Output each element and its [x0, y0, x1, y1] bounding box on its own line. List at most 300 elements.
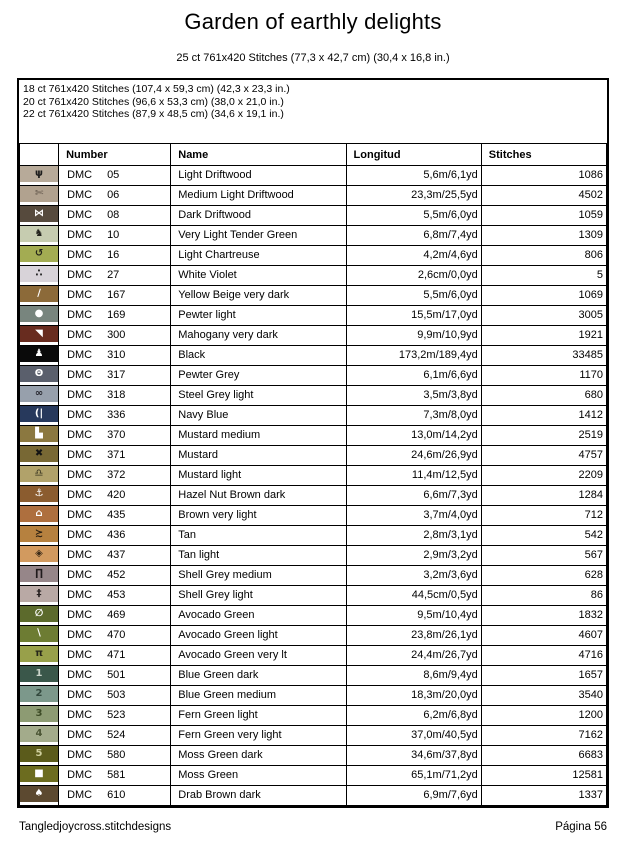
stitch-count-cell: 1412 — [481, 406, 606, 426]
stitch-symbol-icon: ● — [34, 308, 44, 319]
number-cell — [59, 786, 171, 806]
stitch-symbol-icon: ⋈ — [34, 208, 45, 219]
length-cell: 173,2m/189,4yd — [346, 346, 481, 366]
stitch-symbol-icon: ∏ — [35, 568, 43, 579]
color-name-cell: Pewter light — [171, 306, 346, 326]
color-name-cell: Hazel Nut Brown dark — [171, 486, 346, 506]
color-name-cell: Fern Green light — [171, 706, 346, 726]
table-row — [20, 226, 607, 246]
color-name-cell: Fern Green very light — [171, 726, 346, 746]
stitch-count-cell: 1284 — [481, 486, 606, 506]
table-row — [20, 466, 607, 486]
color-swatch — [20, 746, 58, 762]
brand-label: DMC — [67, 329, 93, 341]
stitch-symbol-icon: ✄ — [34, 188, 44, 199]
fabric-count-info-box — [19, 80, 607, 143]
length-cell: 5,5m/6,0yd — [346, 206, 481, 226]
swatch-cell — [20, 686, 59, 706]
color-swatch — [20, 786, 58, 802]
stitch-count-cell: 1059 — [481, 206, 606, 226]
table-row — [20, 426, 607, 446]
code-label: 317 — [107, 369, 126, 381]
color-swatch — [20, 286, 58, 302]
length-cell: 9,9m/10,9yd — [346, 326, 481, 346]
table-row — [20, 726, 607, 746]
color-swatch — [20, 586, 58, 602]
stitch-symbol-icon: ■ — [34, 768, 44, 779]
code-label: 336 — [107, 409, 126, 421]
number-cell — [59, 566, 171, 586]
code-label: 420 — [107, 489, 126, 501]
swatch-cell — [20, 186, 59, 206]
stitch-count-cell: 567 — [481, 546, 606, 566]
table-row — [20, 406, 607, 426]
swatch-column-header — [20, 144, 59, 166]
color-swatch — [20, 546, 58, 562]
stitch-symbol-icon: ◈ — [35, 548, 43, 559]
stitch-symbol-icon: Θ — [34, 368, 44, 379]
length-cell: 15,5m/17,0yd — [346, 306, 481, 326]
table-row — [20, 746, 607, 766]
brand-label: DMC — [67, 269, 93, 281]
stitch-count-cell: 12581 — [481, 766, 606, 786]
length-cell: 6,8m/7,4yd — [346, 226, 481, 246]
page-footer — [19, 821, 607, 833]
code-label: 523 — [107, 709, 126, 721]
swatch-cell — [20, 726, 59, 746]
swatch-cell — [20, 646, 59, 666]
swatch-cell — [20, 366, 59, 386]
color-swatch — [20, 426, 58, 442]
stitch-symbol-icon: ⚓ — [34, 488, 44, 499]
color-name-cell: Avocado Green very lt — [171, 646, 346, 666]
stitch-count-cell: 1309 — [481, 226, 606, 246]
brand-label: DMC — [67, 169, 93, 181]
table-row — [20, 326, 607, 346]
fabric-count-line: 22 ct 761x420 Stitches (87,9 x 48,5 cm) (34,6 x 19,1 in.) — [23, 108, 284, 120]
length-cell: 3,7m/4,0yd — [346, 506, 481, 526]
brand-label: DMC — [67, 469, 93, 481]
swatch-cell — [20, 746, 59, 766]
pattern-legend-sheet — [17, 78, 609, 808]
fabric-count-line: 18 ct 761x420 Stitches (107,4 x 59,3 cm) (42,3 x 23,3 in.) — [23, 83, 290, 95]
brand-label: DMC — [67, 429, 93, 441]
table-row — [20, 526, 607, 546]
color-name-cell: Brown very light — [171, 506, 346, 526]
stitch-count-cell: 680 — [481, 386, 606, 406]
stitch-count-cell: 1921 — [481, 326, 606, 346]
length-cell: 6,2m/6,8yd — [346, 706, 481, 726]
color-name-cell: Tan light — [171, 546, 346, 566]
color-name-cell: Mustard — [171, 446, 346, 466]
number-cell — [59, 306, 171, 326]
stitch-symbol-icon: (| — [34, 408, 44, 419]
brand-label: DMC — [67, 369, 93, 381]
number-cell — [59, 706, 171, 726]
table-row — [20, 246, 607, 266]
brand-label: DMC — [67, 189, 93, 201]
brand-label: DMC — [67, 489, 93, 501]
length-cell: 34,6m/37,8yd — [346, 746, 481, 766]
swatch-cell — [20, 666, 59, 686]
swatch-cell — [20, 386, 59, 406]
length-cell: 24,4m/26,7yd — [346, 646, 481, 666]
stitch-symbol-icon: 3 — [35, 708, 43, 719]
stitch-symbol-icon: ♟ — [34, 348, 44, 359]
color-swatch — [20, 686, 58, 702]
color-swatch — [20, 386, 58, 402]
length-cell: 23,8m/26,1yd — [346, 626, 481, 646]
length-cell: 6,1m/6,6yd — [346, 366, 481, 386]
table-row — [20, 286, 607, 306]
color-name-cell: Moss Green dark — [171, 746, 346, 766]
color-name-cell: Drab Brown dark — [171, 786, 346, 806]
swatch-cell — [20, 406, 59, 426]
brand-label: DMC — [67, 549, 93, 561]
brand-label: DMC — [67, 349, 93, 361]
number-cell — [59, 546, 171, 566]
table-row — [20, 206, 607, 226]
length-cell: 2,6cm/0,0yd — [346, 266, 481, 286]
stitch-symbol-icon: ♞ — [34, 228, 44, 239]
code-label: 581 — [107, 769, 126, 781]
length-cell: 18,3m/20,0yd — [346, 686, 481, 706]
brand-label: DMC — [67, 709, 93, 721]
table-row — [20, 646, 607, 666]
number-cell — [59, 486, 171, 506]
color-swatch — [20, 226, 58, 242]
color-name-cell: Steel Grey light — [171, 386, 346, 406]
swatch-cell — [20, 526, 59, 546]
color-swatch — [20, 446, 58, 462]
table-row — [20, 686, 607, 706]
stitch-count-cell: 6683 — [481, 746, 606, 766]
number-cell — [59, 386, 171, 406]
stitch-symbol-icon: ✖ — [34, 448, 44, 459]
color-swatch — [20, 266, 58, 282]
stitch-count-cell: 7162 — [481, 726, 606, 746]
stitch-count-cell: 4716 — [481, 646, 606, 666]
stitch-count-cell: 4502 — [481, 186, 606, 206]
length-cell: 6,6m/7,3yd — [346, 486, 481, 506]
length-cell: 5,6m/6,1yd — [346, 166, 481, 186]
code-label: 501 — [107, 669, 126, 681]
length-cell: 44,5cm/0,5yd — [346, 586, 481, 606]
number-cell — [59, 206, 171, 226]
table-row — [20, 266, 607, 286]
swatch-cell — [20, 566, 59, 586]
color-name-cell: Dark Driftwood — [171, 206, 346, 226]
code-label: 167 — [107, 289, 126, 301]
swatch-cell — [20, 786, 59, 806]
color-name-cell: Pewter Grey — [171, 366, 346, 386]
swatch-cell — [20, 506, 59, 526]
number-cell — [59, 606, 171, 626]
number-cell — [59, 506, 171, 526]
color-name-cell: Tan — [171, 526, 346, 546]
page-number: Página 56 — [555, 821, 607, 833]
stitch-symbol-icon: ∖ — [35, 628, 43, 639]
code-label: 470 — [107, 629, 126, 641]
code-label: 10 — [107, 229, 120, 241]
code-label: 371 — [107, 449, 126, 461]
swatch-cell — [20, 246, 59, 266]
color-swatch — [20, 706, 58, 722]
color-name-cell: Shell Grey light — [171, 586, 346, 606]
swatch-cell — [20, 226, 59, 246]
brand-label: DMC — [67, 409, 93, 421]
thread-legend-table — [19, 143, 607, 806]
brand-label: DMC — [67, 509, 93, 521]
stitch-symbol-icon: ◥ — [35, 328, 43, 339]
stitch-count-cell: 2519 — [481, 426, 606, 446]
length-cell: 65,1m/71,2yd — [346, 766, 481, 786]
number-cell — [59, 766, 171, 786]
table-row — [20, 446, 607, 466]
stitch-symbol-icon: ♎ — [34, 468, 44, 479]
table-row — [20, 706, 607, 726]
color-swatch — [20, 666, 58, 682]
stitch-count-cell: 1657 — [481, 666, 606, 686]
color-name-cell: Light Chartreuse — [171, 246, 346, 266]
table-row — [20, 626, 607, 646]
length-cell: 13,0m/14,2yd — [346, 426, 481, 446]
stitch-symbol-icon: ∅ — [34, 608, 44, 619]
length-cell: 2,9m/3,2yd — [346, 546, 481, 566]
stitch-symbol-icon: 1 — [35, 668, 43, 679]
legend-table-body — [20, 166, 607, 806]
code-label: 318 — [107, 389, 126, 401]
color-swatch — [20, 306, 58, 322]
color-name-cell: Blue Green dark — [171, 666, 346, 686]
brand-label: DMC — [67, 309, 93, 321]
number-cell — [59, 726, 171, 746]
stitch-count-cell: 1832 — [481, 606, 606, 626]
brand-label: DMC — [67, 609, 93, 621]
number-cell — [59, 466, 171, 486]
color-name-cell: Mustard light — [171, 466, 346, 486]
color-name-cell: Very Light Tender Green — [171, 226, 346, 246]
code-label: 580 — [107, 749, 126, 761]
table-row — [20, 546, 607, 566]
table-row — [20, 786, 607, 806]
stitch-symbol-icon: ψ — [35, 168, 43, 179]
stitch-symbol-icon: ⌂ — [35, 508, 43, 519]
code-label: 610 — [107, 789, 126, 801]
length-cell: 5,5m/6,0yd — [346, 286, 481, 306]
color-swatch — [20, 606, 58, 622]
swatch-cell — [20, 426, 59, 446]
stitch-symbol-icon: ▙ — [35, 428, 43, 439]
code-label: 437 — [107, 549, 126, 561]
color-name-cell: Navy Blue — [171, 406, 346, 426]
code-label: 524 — [107, 729, 126, 741]
color-name-cell: Mahogany very dark — [171, 326, 346, 346]
code-label: 370 — [107, 429, 126, 441]
table-row — [20, 566, 607, 586]
code-label: 300 — [107, 329, 126, 341]
color-swatch — [20, 326, 58, 342]
length-cell: 37,0m/40,5yd — [346, 726, 481, 746]
color-name-cell: Black — [171, 346, 346, 366]
length-cell: 11,4m/12,5yd — [346, 466, 481, 486]
pattern-size-subtitle: 25 ct 761x420 Stitches (77,3 x 42,7 cm) (30,4 x 16,8 in.) — [176, 52, 450, 64]
swatch-cell — [20, 486, 59, 506]
color-name-cell: Blue Green medium — [171, 686, 346, 706]
stitch-symbol-icon: ♠ — [34, 788, 44, 799]
number-cell — [59, 426, 171, 446]
stitch-symbol-icon: 2 — [35, 688, 43, 699]
number-cell — [59, 626, 171, 646]
swatch-cell — [20, 586, 59, 606]
longitud-column-header: Longitud — [346, 144, 481, 166]
stitch-count-cell: 1170 — [481, 366, 606, 386]
color-name-cell: Moss Green — [171, 766, 346, 786]
brand-label: DMC — [67, 629, 93, 641]
color-name-cell: Avocado Green — [171, 606, 346, 626]
brand-label: DMC — [67, 529, 93, 541]
stitch-symbol-icon: ∕ — [37, 288, 41, 299]
color-swatch — [20, 366, 58, 382]
brand-label: DMC — [67, 389, 93, 401]
color-swatch — [20, 186, 58, 202]
brand-label: DMC — [67, 569, 93, 581]
stitch-symbol-icon: ∴ — [35, 268, 43, 279]
code-label: 08 — [107, 209, 120, 221]
swatch-cell — [20, 286, 59, 306]
color-name-cell: Medium Light Driftwood — [171, 186, 346, 206]
table-row — [20, 486, 607, 506]
swatch-cell — [20, 346, 59, 366]
stitch-count-cell: 628 — [481, 566, 606, 586]
code-label: 452 — [107, 569, 126, 581]
page-title: Garden of earthly delights — [184, 9, 442, 34]
stitch-count-cell: 806 — [481, 246, 606, 266]
swatch-cell — [20, 266, 59, 286]
color-swatch — [20, 406, 58, 422]
color-name-cell: Yellow Beige very dark — [171, 286, 346, 306]
color-swatch — [20, 766, 58, 782]
swatch-cell — [20, 446, 59, 466]
swatch-cell — [20, 206, 59, 226]
brand-label: DMC — [67, 669, 93, 681]
color-name-cell: Avocado Green light — [171, 626, 346, 646]
color-swatch — [20, 466, 58, 482]
stitch-symbol-icon: ∞ — [34, 388, 44, 399]
number-cell — [59, 346, 171, 366]
swatch-cell — [20, 326, 59, 346]
color-swatch — [20, 246, 58, 262]
number-cell — [59, 686, 171, 706]
stitch-count-cell: 1069 — [481, 286, 606, 306]
brand-label: DMC — [67, 209, 93, 221]
stitch-count-cell: 4757 — [481, 446, 606, 466]
swatch-cell — [20, 466, 59, 486]
name-column-header: Name — [171, 144, 346, 166]
color-name-cell: White Violet — [171, 266, 346, 286]
stitch-count-cell: 712 — [481, 506, 606, 526]
brand-label: DMC — [67, 729, 93, 741]
length-cell: 24,6m/26,9yd — [346, 446, 481, 466]
number-cell — [59, 326, 171, 346]
brand-label: DMC — [67, 249, 93, 261]
table-row — [20, 306, 607, 326]
code-label: 05 — [107, 169, 120, 181]
length-cell: 3,5m/3,8yd — [346, 386, 481, 406]
stitch-symbol-icon: π — [35, 648, 43, 659]
brand-label: DMC — [67, 289, 93, 301]
stitch-count-cell: 3005 — [481, 306, 606, 326]
stitch-count-cell: 86 — [481, 586, 606, 606]
stitch-count-cell: 3540 — [481, 686, 606, 706]
number-cell — [59, 446, 171, 466]
color-swatch — [20, 166, 58, 182]
number-cell — [59, 406, 171, 426]
stitch-symbol-icon: ‡ — [36, 588, 42, 599]
brand-label: DMC — [67, 769, 93, 781]
number-cell — [59, 746, 171, 766]
table-row — [20, 166, 607, 186]
stitch-count-cell: 542 — [481, 526, 606, 546]
swatch-cell — [20, 546, 59, 566]
code-label: 16 — [107, 249, 120, 261]
number-column-header: Number — [59, 144, 171, 166]
number-cell — [59, 366, 171, 386]
stitch-symbol-icon: ↺ — [34, 248, 44, 259]
brand-label: DMC — [67, 229, 93, 241]
length-cell: 9,5m/10,4yd — [346, 606, 481, 626]
stitches-column-header: Stitches — [481, 144, 606, 166]
code-label: 469 — [107, 609, 126, 621]
brand-label: DMC — [67, 689, 93, 701]
color-swatch — [20, 206, 58, 222]
designer-credit: Tangledjoycross.stitchdesigns — [19, 821, 172, 833]
fabric-count-line: 20 ct 761x420 Stitches (96,6 x 53,3 cm) (38,0 x 21,0 in.) — [23, 95, 284, 108]
stitch-count-cell: 33485 — [481, 346, 606, 366]
table-header-row — [20, 144, 607, 166]
brand-label: DMC — [67, 789, 93, 801]
stitch-count-cell: 5 — [481, 266, 606, 286]
number-cell — [59, 646, 171, 666]
number-cell — [59, 286, 171, 306]
code-label: 453 — [107, 589, 126, 601]
color-swatch — [20, 566, 58, 582]
code-label: 372 — [107, 469, 126, 481]
swatch-cell — [20, 706, 59, 726]
length-cell: 23,3m/25,5yd — [346, 186, 481, 206]
color-swatch — [20, 726, 58, 742]
code-label: 310 — [107, 349, 126, 361]
table-row — [20, 766, 607, 786]
table-row — [20, 366, 607, 386]
color-swatch — [20, 526, 58, 542]
stitch-count-cell: 1086 — [481, 166, 606, 186]
color-name-cell: Mustard medium — [171, 426, 346, 446]
swatch-cell — [20, 166, 59, 186]
code-label: 27 — [107, 269, 120, 281]
stitch-symbol-icon: ≿ — [34, 528, 44, 539]
brand-label: DMC — [67, 649, 93, 661]
stitch-symbol-icon: 5 — [35, 748, 43, 759]
color-name-cell: Light Driftwood — [171, 166, 346, 186]
number-cell — [59, 246, 171, 266]
table-row — [20, 506, 607, 526]
length-cell: 7,3m/8,0yd — [346, 406, 481, 426]
table-row — [20, 186, 607, 206]
brand-label: DMC — [67, 449, 93, 461]
stitch-symbol-icon: 4 — [35, 728, 43, 739]
swatch-cell — [20, 306, 59, 326]
